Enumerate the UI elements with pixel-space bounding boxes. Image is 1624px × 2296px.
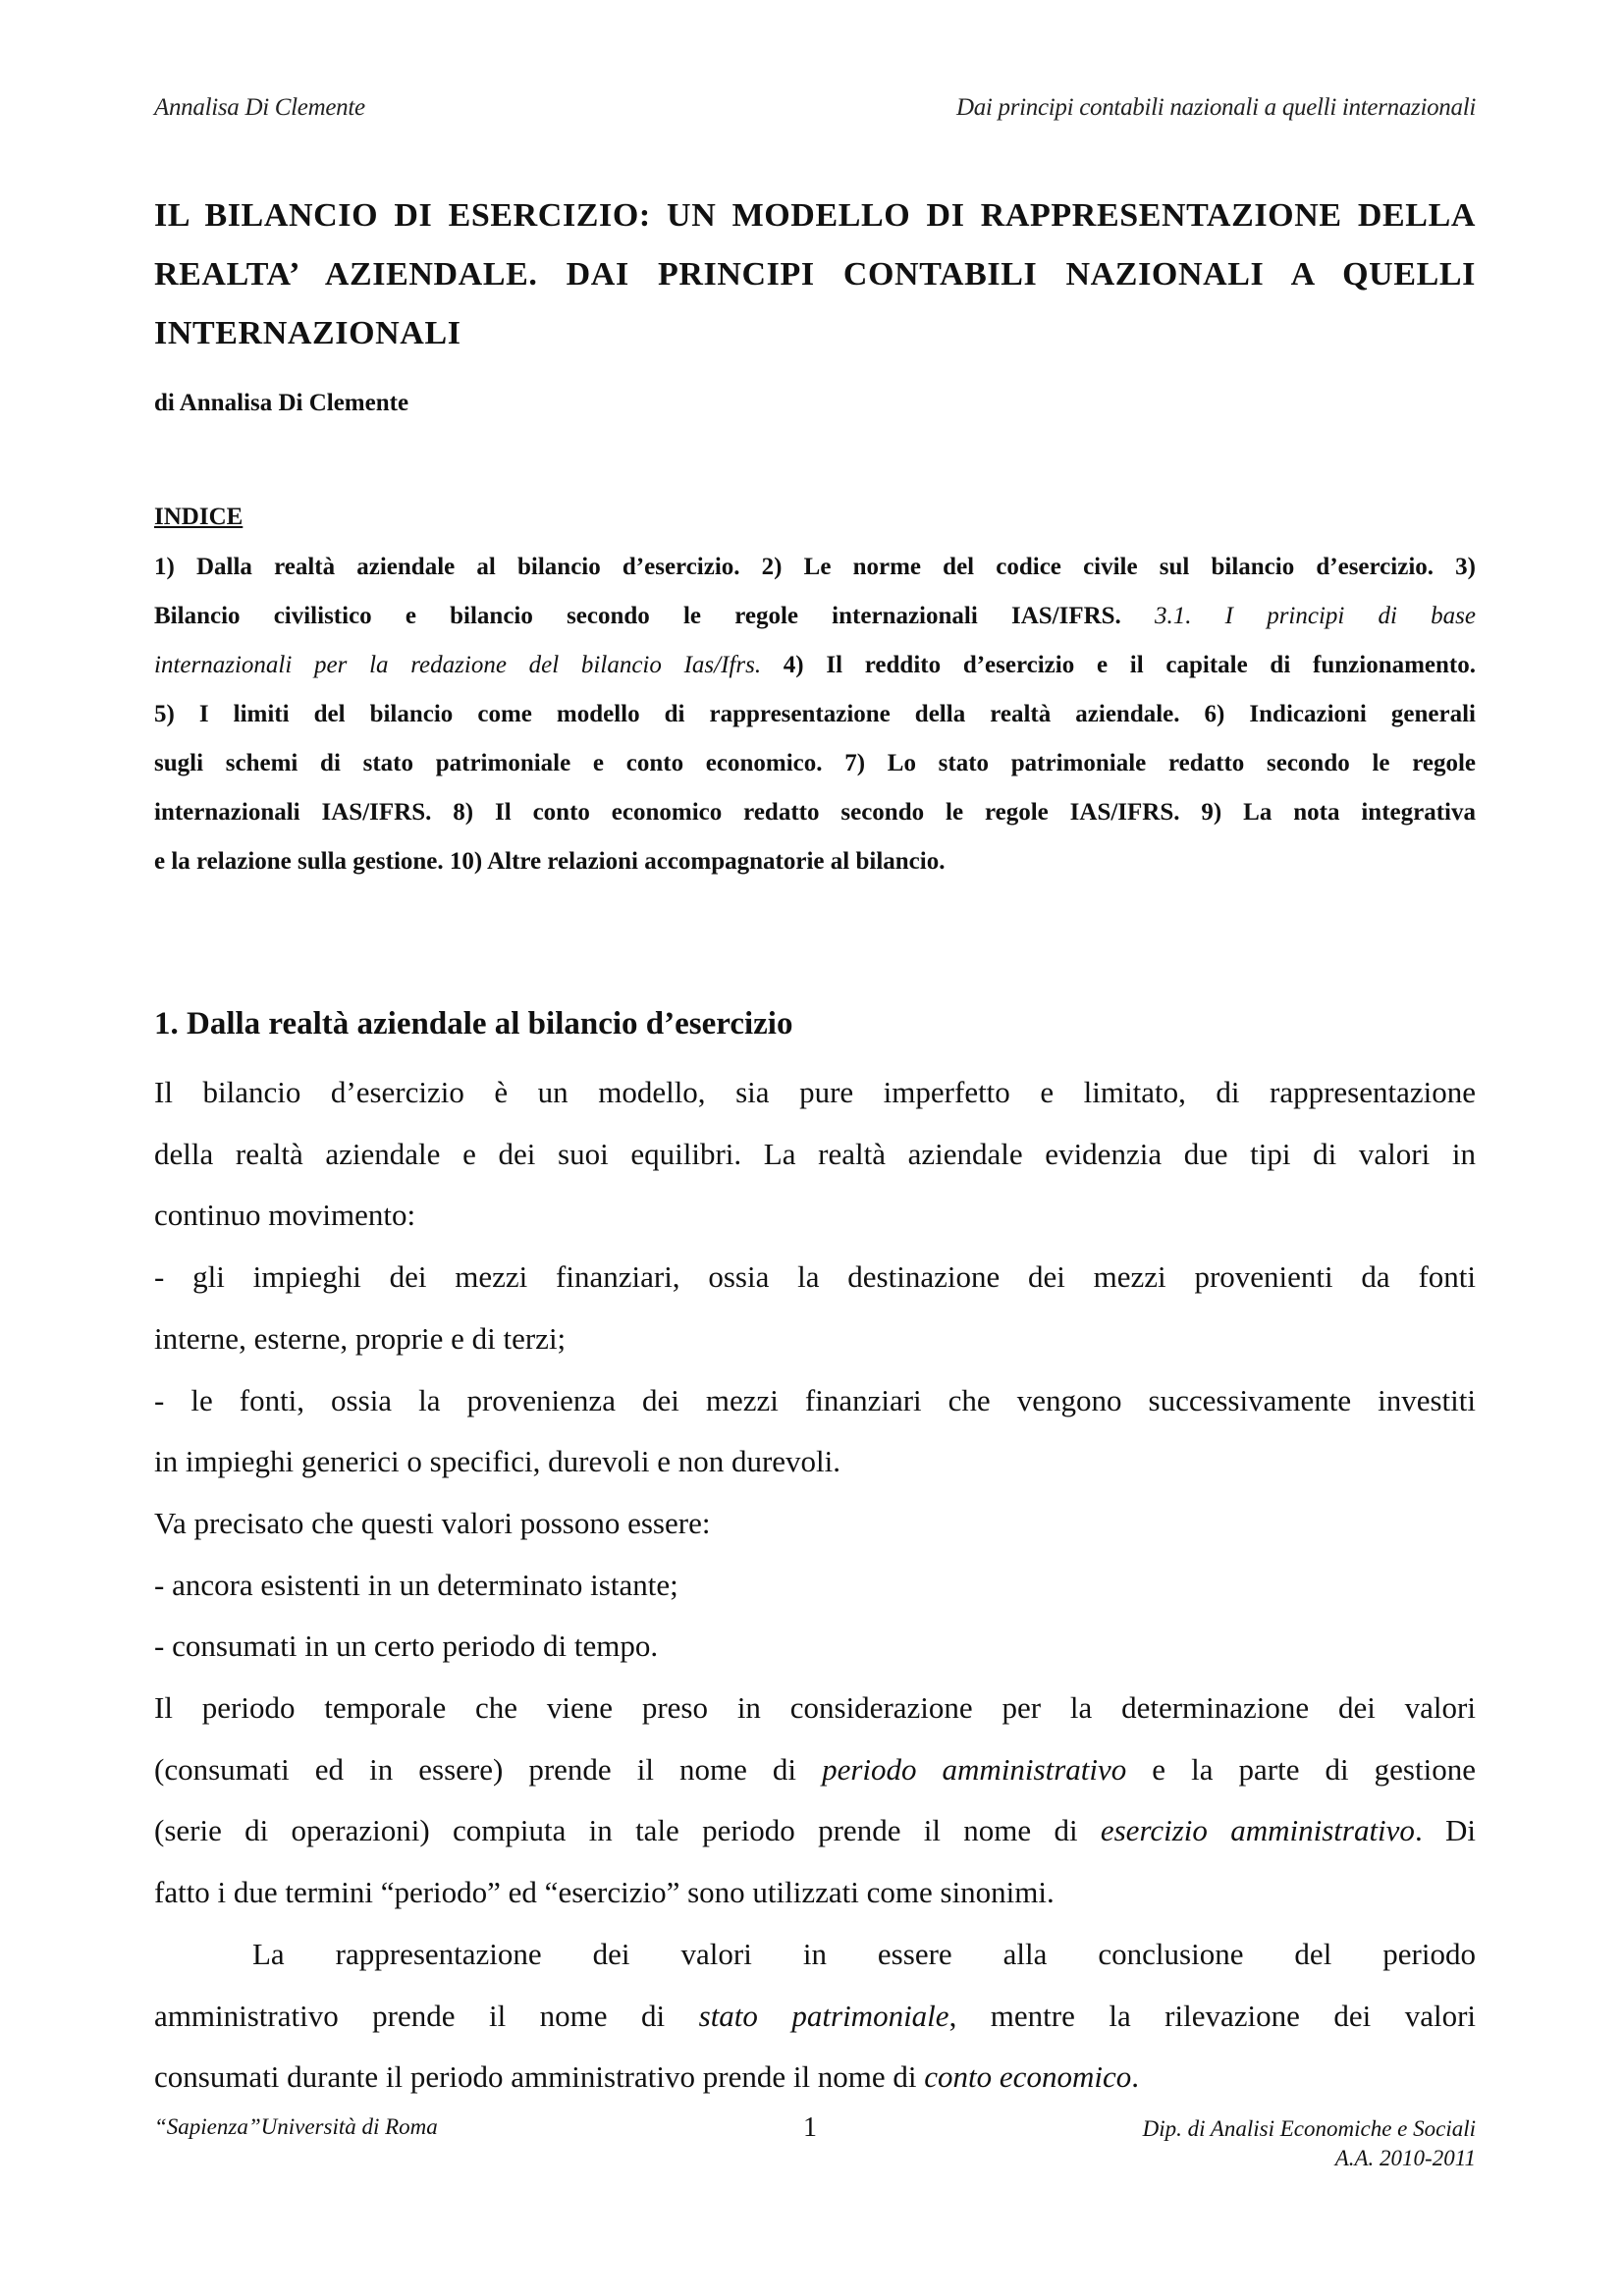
header-author: Annalisa Di Clemente [154, 94, 365, 121]
title-line: INTERNAZIONALI [154, 315, 461, 351]
body-line: Va precisato che questi valori possono essere: [154, 1505, 711, 1540]
emphasis-term: esercizio amministrativo [1100, 1813, 1415, 1848]
body-line: Il bilancio d’esercizio è un modello, sia pure imperfetto e limitato, di rappresentazione [154, 1075, 1476, 1109]
author-byline: di Annalisa Di Clemente [154, 390, 409, 416]
toc-line: internazionali per la redazione del bilancio Ias/Ifrs. 4) Il reddito d’esercizio e il capitale di funzionamento. [154, 652, 1476, 678]
emphasis-term: conto economico [924, 2059, 1132, 2095]
footer-university: “Sapienza”Università di Roma [154, 2114, 438, 2139]
emphasis-term: periodo amministrativo [822, 1751, 1127, 1787]
toc-line: 1) Dalla realtà aziendale al bilancio d’esercizio. 2) Le norme del codice civile sul bilancio d’esercizio. 3) [154, 554, 1476, 580]
toc-line: e la relazione sulla gestione. 10) Altre relazioni accompagnatorie al bilancio. [154, 848, 946, 875]
toc-line: internazionali IAS/IFRS. 8) Il conto economico redatto secondo le regole IAS/IFRS. 9) La nota integrativa [154, 799, 1476, 826]
body-line: amministrativo prende il nome di stato patrimoniale, mentre la rilevazione dei valori [154, 1998, 1477, 2033]
emphasis-term: stato patrimoniale [698, 1998, 949, 2033]
body-line: consumati durante il periodo amministrativo prende il nome di conto economico. [154, 2059, 1139, 2095]
body-line: continuo movimento: [154, 1198, 416, 1233]
body-line: della realtà aziendale e dei suoi equilibri. La realtà aziendale evidenzia due tipi di valori in [154, 1136, 1476, 1171]
footer-department: Dip. di Analisi Economiche e Sociali A.A. 2010-2011 [1142, 2116, 1476, 2170]
toc-line: Bilancio civilistico e bilancio secondo le regole internazionali IAS/IFRS. 3.1. I principi di base [154, 603, 1476, 629]
toc-line: 5) I limiti del bilancio come modello di rappresentazione della realtà aziendale. 6) Indicazioni generali [154, 701, 1476, 727]
body-line: in impieghi generici o specifici, durevoli e non durevoli. [154, 1444, 841, 1479]
body-line: - gli impieghi dei mezzi finanziari, ossia la destinazione dei mezzi provenienti da fonti [154, 1259, 1476, 1295]
header-title: Dai principi contabili nazionali a quelli internazionali [955, 94, 1476, 121]
section-body [154, 1062, 1476, 2109]
body-line: (consumati ed in essere) prende il nome di periodo amministrativo e la parte di gestione [154, 1751, 1476, 1787]
title-line: REALTA’ AZIENDALE. DAI PRINCIPI CONTABILI NAZIONALI A QUELLI [154, 256, 1476, 293]
running-header [154, 94, 1476, 122]
body-line: - le fonti, ossia la provenienza dei mezzi finanziari che vengono successivamente investiti [154, 1382, 1476, 1417]
body-line: interne, esterne, proprie e di terzi; [154, 1320, 567, 1356]
body-line: fatto i due termini “periodo” ed “esercizio” sono utilizzati come sinonimi. [154, 1875, 1055, 1910]
body-line: Il periodo temporale che viene preso in considerazione per la determinazione dei valori [154, 1690, 1476, 1726]
body-line: (serie di operazioni) compiuta in tale periodo prende il nome di esercizio amministrativo. Di [154, 1813, 1476, 1848]
index-heading: INDICE [154, 504, 244, 530]
body-line: - ancora esistenti in un determinato istante; [154, 1567, 678, 1602]
body-line: La rappresentazione dei valori in essere alla conclusione del periodo [252, 1936, 1476, 1971]
title-line: IL BILANCIO DI ESERCIZIO: UN MODELLO DI RAPPRESENTAZIONE DELLA [154, 197, 1476, 234]
section-heading: 1. Dalla realtà aziendale al bilancio d’esercizio [154, 1006, 793, 1041]
page-number: 1 [803, 2112, 817, 2143]
body-line: - consumati in un certo periodo di tempo. [154, 1629, 659, 1664]
document-title [154, 187, 1476, 363]
toc-line: sugli schemi di stato patrimoniale e conto economico. 7) Lo stato patrimoniale redatto secondo le regole [154, 750, 1476, 776]
table-of-contents [154, 543, 1476, 886]
